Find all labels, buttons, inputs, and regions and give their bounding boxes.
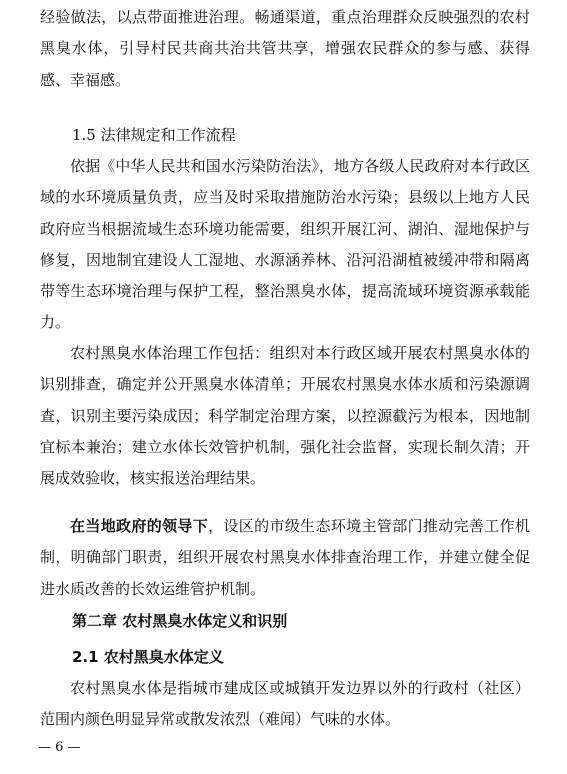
- paragraph-definition: 农村黑臭水体是指城市建成区或城镇开发边界以外的行政村（社区）范围内颜色明显异常或散发浓烈（难闻）气味的水体。: [40, 679, 530, 729]
- paragraph-government-rest: ，设区的市级生态环境主管部门推动完善工作机制，明确部门职责，组织开展农村黑臭水体排查治理工作，并建立健全促进水质改善的长效运维管护机制。: [40, 517, 530, 598]
- page-number: — 6 —: [38, 740, 81, 755]
- chapter-heading-2: 第二章 农村黑臭水体定义和识别: [72, 612, 288, 630]
- paragraph-workflow: 农村黑臭水体治理工作包括：组织对本行政区域开展农村黑臭水体的识别排查，确定并公开黑臭水体清单；开展农村黑臭水体水质和污染源调查，识别主要污染成因；科学制定治理方案，以控源截污为根本，因地制宜标本兼治；建立水体长效管护机制，强化社会监督，实现长制久清；开展成效验收，核实报送治理结果。: [40, 344, 530, 488]
- paragraph-law: 依据《中华人民共和国水污染防治法》，地方各级人民政府对本行政区域的水环境质量负责，应当及时采取措施防治水污染；县级以上地方人民政府应当根据流域生态环境功能需要，组织开展江河、湖泊、湿地保护与修复，因地制宜建设人工湿地、水源涵养林、沿河沿湖植被缓冲带和隔离带等生态环境治理与保护工程，整治黑臭水体，提高流域环境资源承载能力。: [40, 157, 530, 332]
- paragraph-government: [40, 511, 530, 605]
- section-heading-1-5: 1.5 法律规定和工作流程: [72, 126, 236, 144]
- paragraph-intro: 经验做法，以点带面推进治理。畅通渠道，重点治理群众反映强烈的农村黑臭水体，引导村民共商共治共管共享，增强农民群众的参与感、获得感、幸福感。: [40, 8, 530, 89]
- paragraph-government-lead: 在当地政府的领导下: [70, 517, 209, 535]
- section-heading-2-1: 2.1 农村黑臭水体定义: [72, 648, 224, 666]
